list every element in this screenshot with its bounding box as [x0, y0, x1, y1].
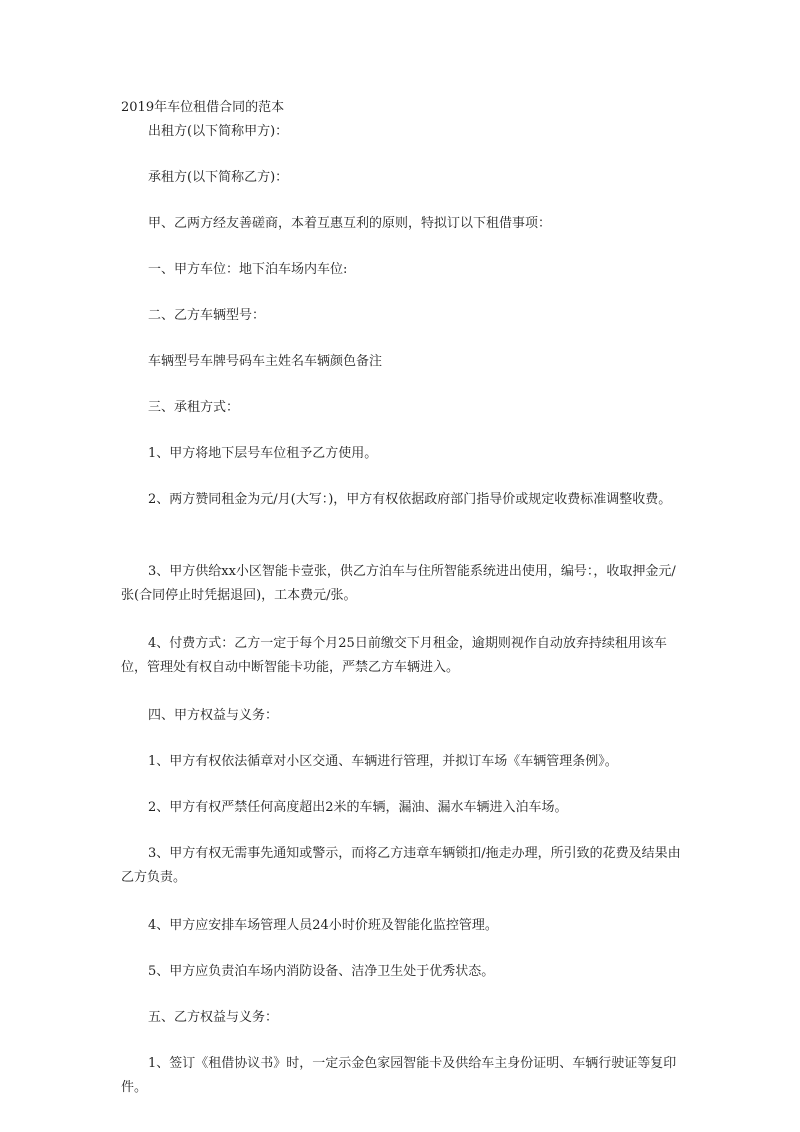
section-1-heading: 一、甲方车位：地下泊车场内车位: — [148, 262, 348, 277]
party-b-line: 承租方(以下简称乙方)： — [148, 170, 289, 185]
vehicle-fields-line: 车辆型号车牌号码车主姓名车辆颜色备注 — [148, 354, 383, 369]
intro-paragraph: 甲、乙两方经友善磋商，本着互惠互利的原则，特拟订以下租借事项： — [148, 216, 552, 231]
document-title: 2019年车位租借合同的范本 — [121, 100, 285, 115]
clause-3-3: 3、甲方供给xx小区智能卡壹张，供乙方泊车与住所智能系统进出使用，编号：，收取押金元/张(合同停止时凭据退回)，工本费元/张。 — [121, 564, 676, 603]
clause-4-3: 3、甲方有权无需事先通知或警示，而将乙方违章车辆锁扣/拖走办理，所引致的花费及结果由乙方负责。 — [121, 846, 681, 885]
section-3-heading: 三、承租方式： — [148, 400, 240, 415]
clause-3-4: 4、付费方式：乙方一定于每个月25日前缴交下月租金，逾期则视作自动放弃持续租用该车位，管理处有权自动中断智能卡功能，严禁乙方车辆进入。 — [121, 636, 667, 675]
clause-4-5: 5、甲方应负责泊车场内消防设备、洁净卫生处于优秀状态。 — [148, 964, 495, 979]
section-4-heading: 四、甲方权益与义务： — [148, 708, 279, 723]
section-5-heading: 五、乙方权益与义务： — [148, 1010, 279, 1025]
party-a-line: 出租方(以下简称甲方)： — [148, 124, 289, 139]
clause-3-1: 1、甲方将地下层号车位租予乙方使用。 — [148, 446, 378, 461]
clause-3-2: 2、两方赞同租金为元/月(大写：)，甲方有权依据政府部门指导价或规定收费标准调整收费。 — [148, 492, 672, 507]
clause-4-2: 2、甲方有权严禁任何高度超出2米的车辆，漏油、漏水车辆进入泊车场。 — [148, 800, 568, 815]
section-2-heading: 二、乙方车辆型号： — [148, 308, 266, 323]
clause-4-1: 1、甲方有权依法循章对小区交通、车辆进行管理，并拟订车场《车辆管理条例》。 — [148, 754, 618, 769]
clause-4-4: 4、甲方应安排车场管理人员24小时价班及智能化监控管理。 — [148, 918, 498, 933]
clause-5-1: 1、签订《租借协议书》时，一定示金色家园智能卡及供给车主身份证明、车辆行驶证等复印件。 — [121, 1056, 677, 1095]
